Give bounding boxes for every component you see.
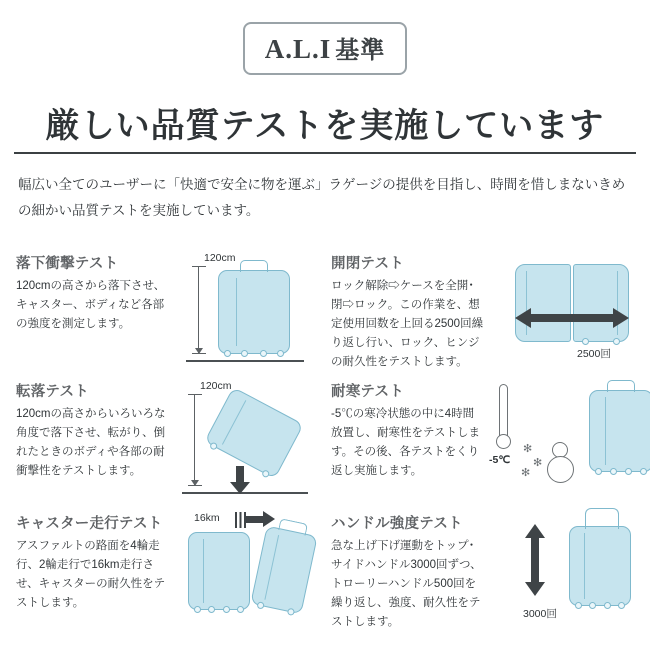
test-figure-caster-run [170,512,321,642]
snowman-icon [545,442,577,486]
test-body: 急な上げ下げ運動をトップ･サイドハンドル3000回ずつ、トローリーハンドル500回を繰り返し、強度、耐久性をテストします。 [331,540,482,628]
thermometer-tube [499,384,508,438]
caster-wheel [277,350,284,357]
test-text-tumble [10,380,170,512]
test-text-cold-resistance [325,380,485,512]
test-body: ロック解除⇨ケースを全開･閉⇨ロック。この作業を、想定使用回数を上回る2500回繰り返し行い、ロック、ヒンジの耐久性をテストします。 [331,280,484,368]
logo-suffix-text: 基準 [335,37,386,64]
caster-wheel [582,338,589,345]
tests-row-3 [10,512,640,642]
distance-caption: 16km [194,512,220,524]
suitcase-illustration [188,532,250,610]
caster-wheel [287,608,295,616]
test-figure-open-close [485,252,636,380]
test-figure-cold-resistance [485,380,636,512]
test-block-caster-run [10,512,325,642]
open-close-arrow-bar [531,314,613,322]
suitcase-handle [240,260,268,272]
test-caption: 3000回 [523,608,557,620]
suitcase-half-left [515,264,571,342]
suitcase-seam [222,400,247,445]
suitcase-handle [278,518,308,536]
caster-wheel [625,468,632,475]
logo-badge [243,22,408,75]
motion-arrow-head [263,511,275,527]
caster-wheel [589,602,596,609]
caster-wheel [224,350,231,357]
measure-line [198,266,199,354]
test-figure-drop-impact [170,252,321,380]
tests-row-2 [10,380,640,512]
test-title: 耐寒テスト [331,384,404,400]
trolley-handle [585,508,619,529]
test-figure-tumble [170,380,321,512]
measure-tick-top [188,394,202,395]
caster-wheel [640,468,647,475]
caster-wheel [575,602,582,609]
test-figure-handle-strength [485,512,636,642]
caster-wheel [595,468,602,475]
caster-wheel [604,602,611,609]
snowflake-icon: ✻ [533,457,543,469]
handle-arrow-up [525,524,545,538]
handle-arrow-down [525,582,545,596]
motion-lines [234,512,246,528]
test-block-handle-strength [325,512,640,642]
tests-row-1 [10,252,640,380]
test-text-drop-impact [10,252,170,380]
caster-wheel [261,469,270,478]
suitcase-seam [584,533,585,599]
test-block-cold-resistance [325,380,640,512]
measure-arrow [195,348,203,354]
motion-arrow-bar [246,516,264,523]
test-text-caster-run [10,512,170,642]
page-title: 厳しい品質テストを実施しています [45,107,605,145]
test-title: 転落テスト [16,384,89,400]
logo-brand-text: A.L.I [264,34,332,64]
impact-arrow-head [230,482,250,494]
measure-label: 120cm [200,380,232,392]
caster-wheel [237,606,244,613]
suitcase-handle [607,380,635,392]
tests-grid [10,252,640,642]
ground-line [186,360,304,362]
test-title: キャスター走行テスト [16,516,163,532]
thermometer-bulb [496,434,511,449]
test-title: 開閉テスト [331,256,404,272]
measure-arrow [191,480,199,486]
lead-paragraph: 幅広い全てのユーザーに「快適で安全に物を運ぶ」ラゲージの提供を目指し、時間を惜しまないきめの細かい品質テストを実施しています。 [18,177,626,219]
suitcase-illustration-tilted [250,525,317,614]
suitcase-illustration [569,526,631,606]
suitcase-illustration [589,390,650,472]
test-text-open-close [325,252,485,380]
brand-logo [0,22,650,75]
caster-wheel [256,601,264,609]
caster-wheel [208,606,215,613]
test-body: -5℃の寒冷状態の中に4時間放置し、耐寒性をテストします。その後、各テストをくり返し実施します。 [331,408,481,477]
caster-wheel [618,602,625,609]
snowflake-icon: ✻ [523,443,533,455]
caster-wheel [610,468,617,475]
suitcase-seam [605,397,606,464]
measure-tick-top [192,266,206,267]
test-block-tumble [10,380,325,512]
caster-wheel [209,441,218,450]
suitcase-illustration [218,270,290,354]
test-block-drop-impact [10,252,325,380]
test-body: アスファルトの路面を4輪走行、2輪走行で16km走行させ、キャスターの耐久性をテストします。 [16,540,166,609]
test-body: 120cmの高さから落下させ、キャスター、ボディなど各部の強度を測定します。 [16,280,166,330]
title-divider [14,152,636,154]
measure-label: 120cm [204,252,236,264]
caster-wheel [613,338,620,345]
test-text-handle-strength [325,512,485,642]
suitcase-half-right [573,264,629,342]
snowman-body [547,456,574,483]
caster-wheel [194,606,201,613]
suitcase-illustration-tilted [204,387,304,479]
suitcase-seam [264,535,279,599]
suitcase-seam [236,278,237,347]
caster-wheel [223,606,230,613]
snowflake-icon: ✻ [521,467,531,479]
test-title: 落下衝撃テスト [16,256,119,272]
caster-wheel [260,350,267,357]
measure-line [194,394,195,486]
open-close-arrow-left [515,308,531,328]
test-caption: 2500回 [577,348,611,360]
handle-arrow-bar [531,538,539,584]
caster-wheel [241,350,248,357]
temperature-caption: -5℃ [489,454,511,466]
suitcase-seam [203,539,204,603]
open-close-arrow-right [613,308,629,328]
test-block-open-close [325,252,640,380]
test-body: 120cmの高さからいろいろな角度で落下させ、転がり、倒れたときのボディや各部の耐衝撃性をテストします。 [16,408,166,477]
test-title: ハンドル強度テスト [331,516,463,532]
